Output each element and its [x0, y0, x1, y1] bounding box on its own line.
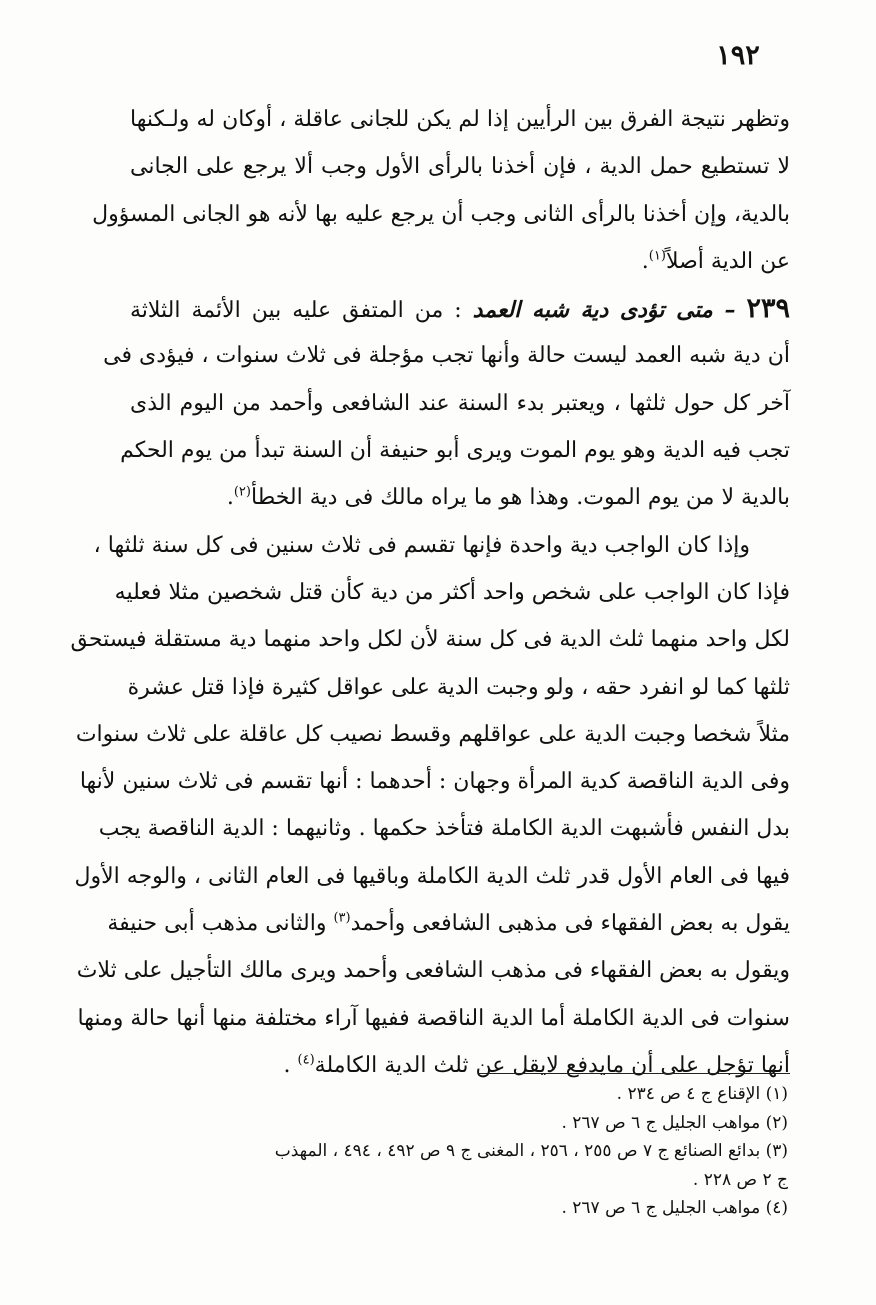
text-line: بدل النفس فأشبهت الدية الكاملة فتأخذ حكمها . وثانيهما : الدية الناقصة يجب	[98, 816, 790, 842]
text-line: لا تستطيع حمل الدية ، فإن أخذنا بالرأى الأول وجب ألا يرجع على الجانى	[130, 154, 790, 180]
section-title: – متى تؤدى دية شبه العمد	[472, 297, 736, 324]
text-line: وإذا كان الواجب دية واحدة فإنها تقسم فى ثلاث سنين فى كل سنة ثلثها ،	[93, 532, 750, 558]
footnote-ref: (٢)	[233, 485, 251, 501]
text-line: مثلاً شخصا وجبت الدية على عواقلهم وقسط نصيب كل عاقلة على ثلاث سنوات	[75, 721, 790, 747]
text-segment: والثانى مذهب أبى حنيفة	[107, 911, 334, 937]
text-line: ثلثها كما لو انفرد حقه ، ولو وجبت الدية على عواقل كثيرة فإذا قتل عشرة	[127, 674, 790, 700]
page-number: ١٩٢	[716, 40, 760, 71]
text-segment: يقول به بعض الفقهاء فى مذهبى الشافعى وأحمد	[350, 911, 790, 937]
text-line	[130, 474, 790, 521]
section-heading-line	[130, 285, 790, 332]
text-line	[107, 900, 790, 947]
footnote: (٣) بدائع الصنائع ج ٧ ص ٢٥٥ ، ٢٥٦ ، المغنى ج ٩ ص ٤٩٢ ، ٤٩٤ ، المهذب	[274, 1141, 788, 1161]
footnotes	[120, 1080, 788, 1223]
text-line	[130, 238, 790, 285]
text-line: سنوات فى الدية الكاملة أما الدية الناقصة ففيها آراء مختلفة منها أنها حالة ومنها	[77, 1005, 790, 1031]
footnote-divider	[478, 1073, 790, 1074]
footnote-ref: (٤)	[297, 1052, 315, 1068]
text-line: آخر كل حول ثلثها ، ويعتبر بدء السنة عند الشافعى وأحمد من اليوم الذى	[130, 390, 790, 416]
text-segment: .	[641, 248, 649, 274]
text-line: بالدية، وإن أخذنا بالرأى الثانى وجب أن يرجع عليه بها لأنه هو الجانى المسؤول	[92, 201, 790, 227]
text-segment: : من المتفق عليه بين الأئمة الثلاثة	[130, 298, 462, 324]
text-line: وتظهر نتيجة الفرق بين الرأيين إذا لم يكن للجانى عاقلة ، أوكان له ولـكنها	[130, 107, 790, 132]
text-line: أن دية شبه العمد ليست حالة وأنها تجب مؤجلة فى ثلاث سنوات ، فيؤدى فى	[103, 343, 790, 369]
text-segment: عن الدية أصلاً	[665, 248, 790, 274]
text-segment: .	[226, 485, 234, 511]
text-segment: .	[283, 1052, 298, 1078]
footnote: (١) الإقناع ج ٤ ص ٢٣٤ .	[616, 1084, 788, 1104]
text-line: فيها فى العام الأول قدر ثلث الدية الكاملة وباقيها فى العام الثانى ، والوجه الأول	[74, 863, 790, 889]
footnote: (٢) مواهب الجليل ج ٦ ص ٢٦٧ .	[561, 1112, 788, 1133]
text-line: وفى الدية الناقصة كدية المرأة وجهان : أحدهما : أنها تقسم فى ثلاث سنين لأنها	[79, 769, 790, 795]
footnote-ref: (٣)	[333, 910, 351, 926]
text-line: ويقول به بعض الفقهاء فى مذهب الشافعى وأحمد ويرى مالك التأجيل على ثلاث	[76, 958, 790, 984]
text-line: تجب فيه الدية وهو يوم الموت ويرى أبو حنيفة أن السنة تبدأ من يوم الحكم	[120, 438, 790, 464]
footnote-continuation: ج ٢ ص ٢٢٨ .	[692, 1169, 788, 1190]
text-line: فإذا كان الواجب على شخص واحد أكثر من دية كأن قتل شخصين مثلا فعليه	[114, 579, 790, 605]
section-number: ٢٣٩	[746, 293, 791, 325]
text-segment: أنها تؤجل على أن مايدفع لايقل عن ثلث الدية الكاملة	[314, 1052, 790, 1078]
text-line: لكل واحد منهما ثلث الدية فى كل سنة لأن لكل واحد منهما دية مستقلة فيستحق	[70, 627, 790, 653]
text-segment: بالدية لا من يوم الموت. وهذا هو ما يراه مالك فى دية الخطأ	[250, 485, 790, 511]
footnote: (٤) مواهب الجليل ج ٦ ص ٢٦٧ .	[561, 1198, 788, 1218]
main-text	[70, 96, 791, 1089]
footnote-ref: (١)	[648, 248, 666, 264]
